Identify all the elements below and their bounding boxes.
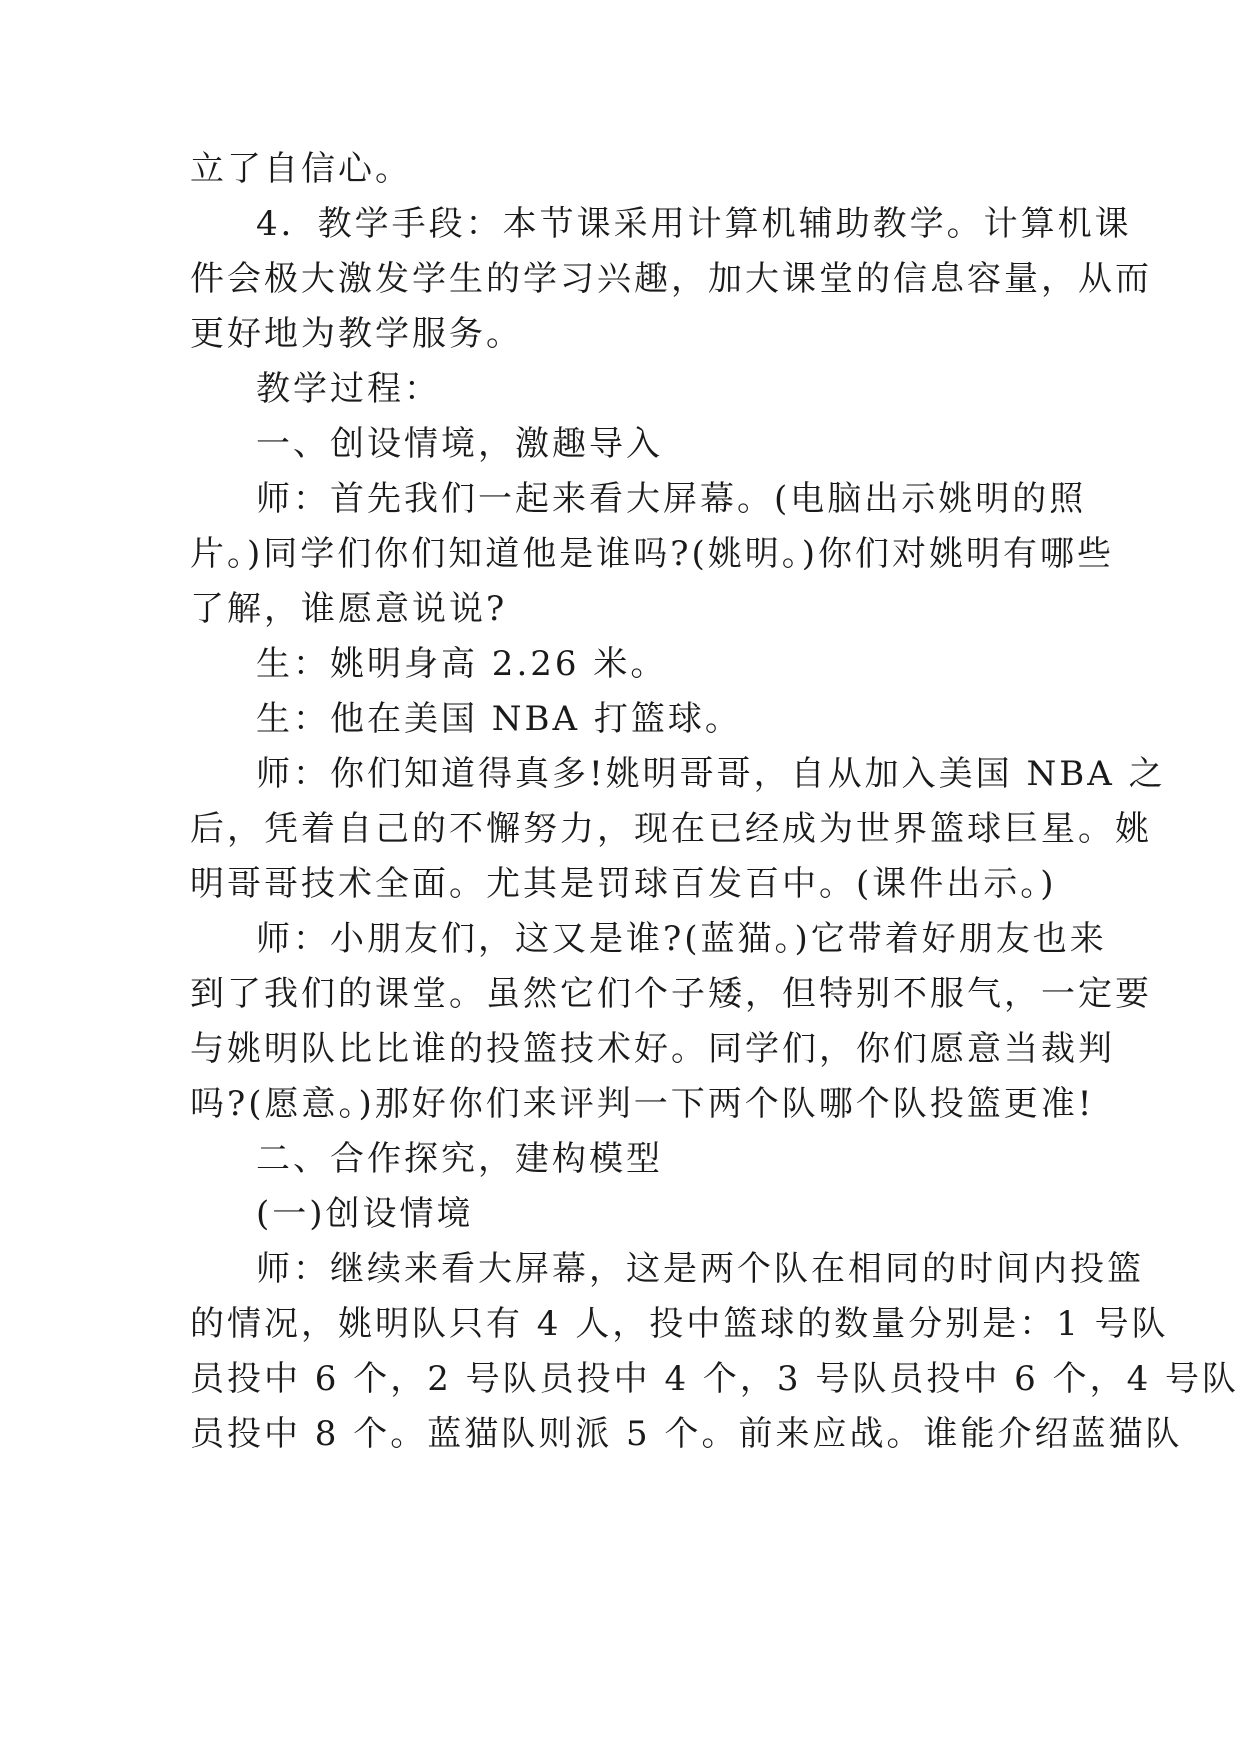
text-line: 与姚明队比比谁的投篮技术好。同学们，你们愿意当裁判 [190, 1029, 1115, 1069]
text-line: 吗?(愿意。)那好你们来评判一下两个队哪个队投篮更准! [190, 1084, 1095, 1124]
text-line: 师：首先我们一起来看大屏幕。(电脑出示姚明的照 [256, 479, 1087, 519]
text-line: 后，凭着自己的不懈努力，现在已经成为世界篮球巨星。姚 [190, 809, 1152, 849]
text-line: 到了我们的课堂。虽然它们个子矮，但特别不服气，一定要 [190, 974, 1152, 1014]
text-line: 4．教学手段：本节课采用计算机辅助教学。计算机课 [256, 204, 1132, 244]
text-line: 件会极大激发学生的学习兴趣，加大课堂的信息容量，从而 [190, 259, 1152, 299]
section-label: 教学过程： [256, 369, 441, 409]
text-line: 明哥哥技术全面。尤其是罚球百发百中。(课件出示。) [190, 864, 1057, 904]
text-line: 更好地为教学服务。 [190, 314, 523, 354]
text-line: 师：小朋友们，这又是谁?(蓝猫。)它带着好朋友也来 [256, 919, 1107, 959]
section-heading: 二、合作探究，建构模型 [256, 1139, 663, 1179]
text-line: 了解，谁愿意说说? [190, 589, 508, 629]
text-line: 员投中 8 个。蓝猫队则派 5 个。前来应战。谁能介绍蓝猫队 [190, 1414, 1183, 1454]
text-line: 员投中 6 个，2 号队员投中 4 个，3 号队员投中 6 个，4 号队 [190, 1359, 1240, 1399]
text-line: 立了自信心。 [190, 149, 412, 189]
section-heading: 一、创设情境，激趣导入 [256, 424, 663, 464]
text-line: 生：他在美国 NBA 打篮球。 [256, 699, 742, 739]
text-line: 片。)同学们你们知道他是谁吗?(姚明。)你们对姚明有哪些 [190, 534, 1115, 574]
text-line: 生：姚明身高 2.26 米。 [256, 644, 668, 684]
subsection-heading: (一)创设情境 [256, 1194, 474, 1234]
text-line: 的情况，姚明队只有 4 人，投中篮球的数量分别是：1 号队 [190, 1304, 1169, 1344]
text-line: 师：你们知道得真多!姚明哥哥，自从加入美国 NBA 之 [256, 754, 1166, 794]
text-line: 师：继续来看大屏幕，这是两个队在相同的时间内投篮 [256, 1249, 1144, 1289]
